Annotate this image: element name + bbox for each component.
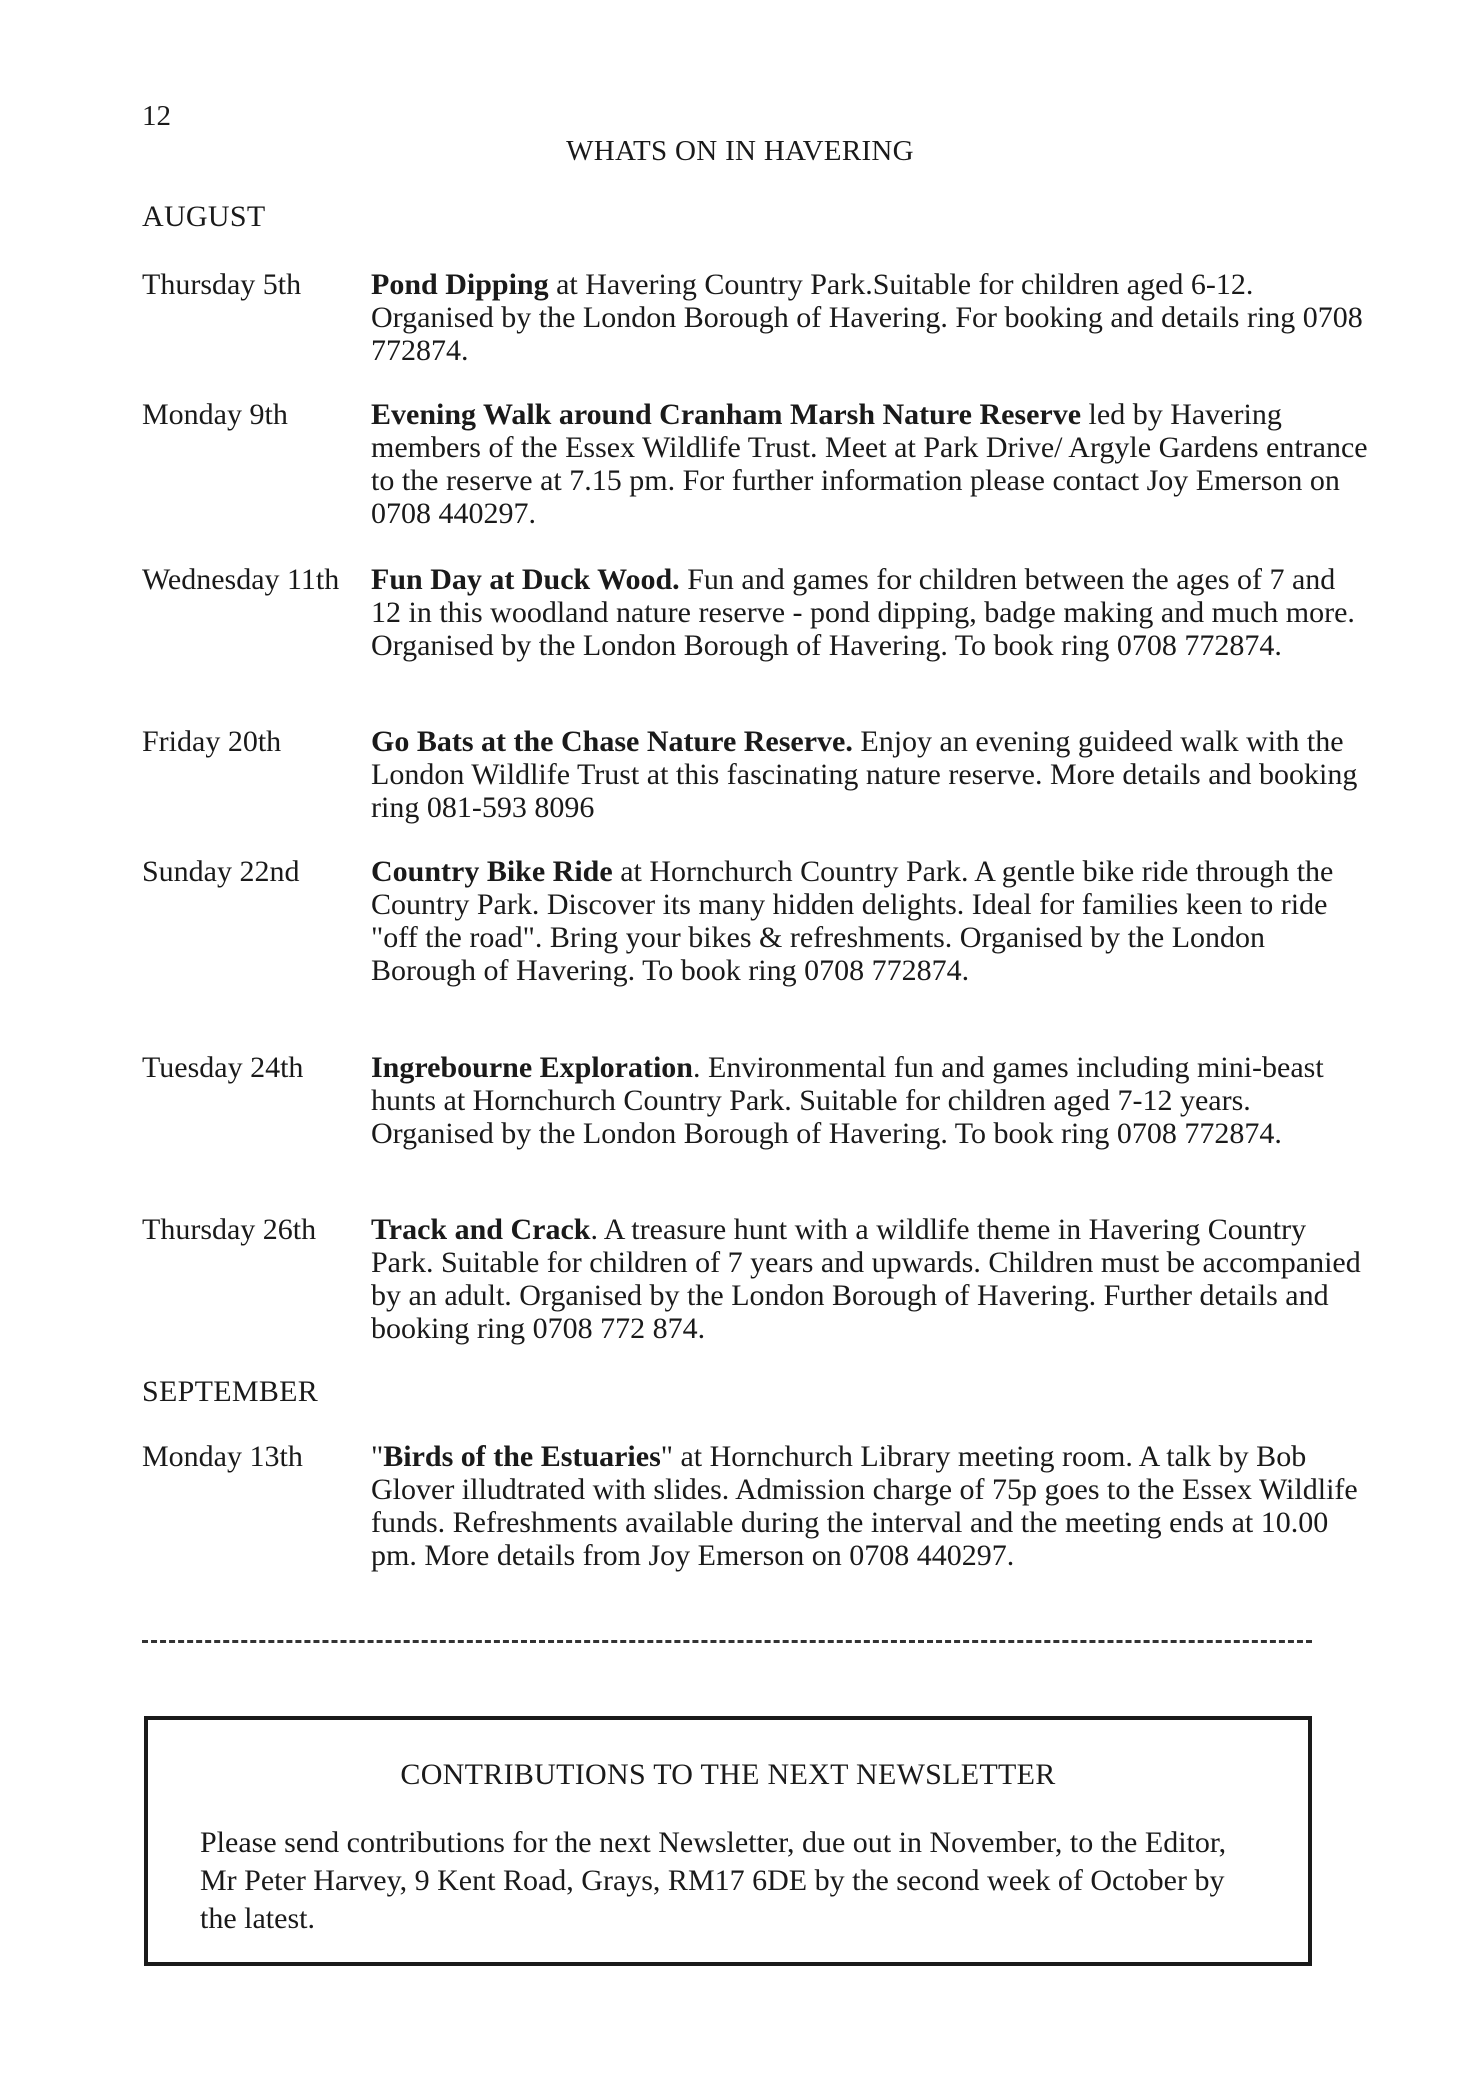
event-description <box>371 1440 1371 1572</box>
event-text: . Environmental fun and games including mini-beast hunts at Hornchurch Country Park. Suitable for children aged 7-12 years. Organised by the London Borough of Havering. To book ring 0708 772874. <box>371 1051 1324 1150</box>
event-text: Enjoy an evening guideed walk with the London Wildlife Trust at this fascinating nature reserve. More details and booking ring 081-593 8096 <box>371 725 1358 824</box>
event-title: Evening Walk around Cranham Marsh Nature Reserve <box>371 398 1082 431</box>
event-title: Pond Dipping <box>371 268 549 301</box>
page-number: 12 <box>142 100 171 132</box>
event-text: Fun and games for children between the ages of 7 and 12 in this woodland nature reserve - pond dipping, badge making and much more. Organised by the London Borough of Havering. To book ring 0708 772874. <box>371 563 1355 662</box>
event-date: Thursday 26th <box>142 1213 317 1246</box>
dashed-separator <box>142 1640 1312 1643</box>
event-title: Go Bats at the Chase Nature Reserve. <box>371 725 853 758</box>
event-description <box>371 855 1371 987</box>
event-date: Tuesday 24th <box>142 1051 304 1084</box>
event-title: Country Bike Ride <box>371 855 613 888</box>
contributions-box <box>144 1716 1312 1966</box>
month-heading-september: SEPTEMBER <box>142 1375 319 1408</box>
event-title: Birds of the Estuaries <box>383 1440 661 1473</box>
event-date: Sunday 22nd <box>142 855 300 888</box>
event-description <box>371 563 1371 662</box>
event-date: Thursday 5th <box>142 268 302 301</box>
event-title: Track and Crack <box>371 1213 591 1246</box>
event-description <box>371 725 1371 824</box>
page-title: WHATS ON IN HAVERING <box>566 135 914 167</box>
event-text: at Hornchurch Country Park. A gentle bike ride through the Country Park. Discover its many hidden delights. Ideal for families keen to ride "off the road". Bring your bikes & refreshments. Organised by the London Borough of Havering. To book ring 0708 772874. <box>371 855 1334 987</box>
contributions-title: CONTRIBUTIONS TO THE NEXT NEWSLETTER <box>400 1758 1056 1791</box>
event-text: " at Hornchurch Library meeting room. A talk by Bob Glover illudtrated with slides. Admission charge of 75p goes to the Essex Wildlife funds. Refreshments available during the interval and the meeting ends at 10.00 pm. More details from Joy Emerson on 0708 440297. <box>371 1440 1358 1572</box>
event-description <box>371 1051 1371 1150</box>
event-description <box>371 1213 1371 1345</box>
event-text: at Havering Country Park.Suitable for children aged 6-12. Organised by the London Borough of Havering. For booking and details ring 0708 772874. <box>371 268 1363 367</box>
event-description <box>371 268 1371 367</box>
event-date: Friday 20th <box>142 725 282 758</box>
contributions-text: Please send contributions for the next Newsletter, due out in November, to the Editor, Mr Peter Harvey, 9 Kent Road, Grays, RM17 6DE by the second week of October by the latest. <box>200 1826 1227 1935</box>
event-text: led by Havering members of the Essex Wildlife Trust. Meet at Park Drive/ Argyle Gardens entrance to the reserve at 7.15 pm. For further information please contact Joy Emerson on 0708 440297. <box>371 398 1368 530</box>
event-title: Ingrebourne Exploration <box>371 1051 693 1084</box>
event-text: . A treasure hunt with a wildlife theme in Havering Country Park. Suitable for children of 7 years and upwards. Children must be accompanied by an adult. Organised by the London Borough of Havering. Further details and booking ring 0708 772 874. <box>371 1213 1361 1345</box>
event-title-quote: " <box>371 1440 384 1473</box>
event-title: Fun Day at Duck Wood. <box>371 563 680 596</box>
event-description <box>371 398 1371 530</box>
event-date: Monday 13th <box>142 1440 303 1473</box>
month-heading-august: AUGUST <box>142 200 266 233</box>
event-date: Wednesday 11th <box>142 563 340 596</box>
event-date: Monday 9th <box>142 398 288 431</box>
